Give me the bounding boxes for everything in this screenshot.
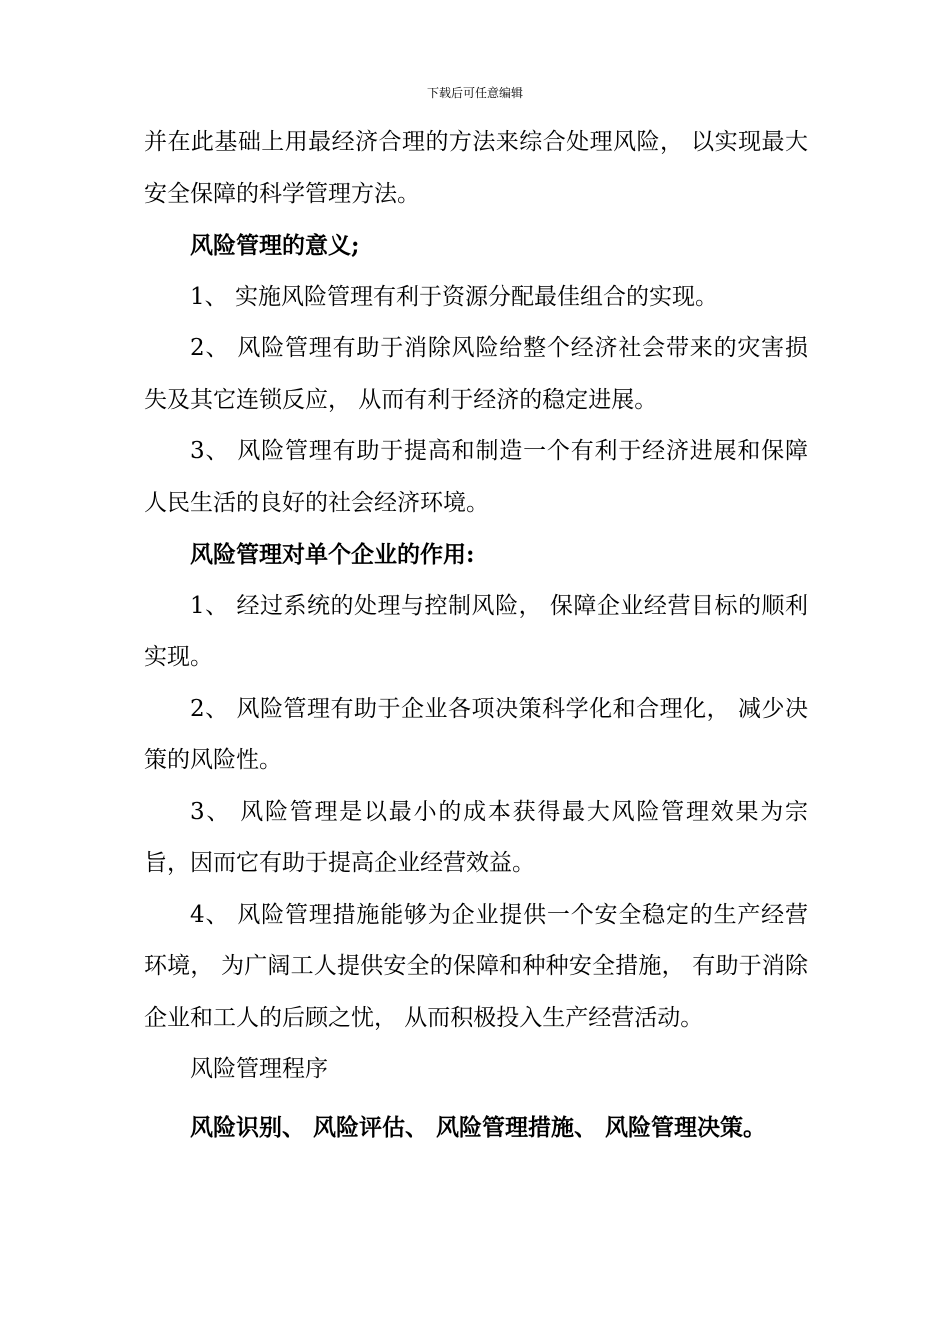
- section-heading-significance: 风险管理的意义;: [190, 232, 360, 259]
- section-heading-procedure: 风险管理程序: [190, 1056, 328, 1082]
- list-item-role-1: 1、 经过系统的处理与控制风险， 保障企业经营目标的顺利实现。: [144, 592, 808, 670]
- list-item-significance-2: 2、 风险管理有助于消除风险给整个经济社会带来的灾害损失及其它连锁反应， 从而有利于经济的稳定进展。: [144, 335, 808, 413]
- list-item-role-4: 4、 风险管理措施能够为企业提供一个安全稳定的生产经营环境， 为广阔工人提供安全的保障和种种安全措施， 有助于消除企业和工人的后顾之忧， 从而积极投入生产经营活动。: [144, 901, 808, 1031]
- list-item-significance-1: 1、 实施风险管理有利于资源分配最佳组合的实现。: [190, 283, 718, 310]
- document-body: [144, 117, 808, 1153]
- list-item-role-2: 2、 风险管理有助于企业各项决策科学化和合理化， 减少决策的风险性。: [144, 695, 808, 773]
- page-header: 下载后可任意编辑: [426, 86, 523, 100]
- list-item-significance-3: 3、 风险管理有助于提高和制造一个有利于经济进展和保障人民生活的良好的社会经济环境。: [144, 438, 808, 516]
- list-item-role-3: 3、 风险管理是以最小的成本获得最大风险管理效果为宗旨，因而它有助于提高企业经营效益。: [144, 798, 808, 876]
- procedure-steps: 风险识别、 风险评估、 风险管理措施、 风险管理决策。: [190, 1113, 767, 1141]
- paragraph-continuation: 并在此基础上用最经济合理的方法来综合处理风险， 以实现最大安全保障的科学管理方法。: [144, 129, 808, 207]
- section-heading-enterprise-role: 风险管理对单个企业的作用:: [190, 541, 475, 568]
